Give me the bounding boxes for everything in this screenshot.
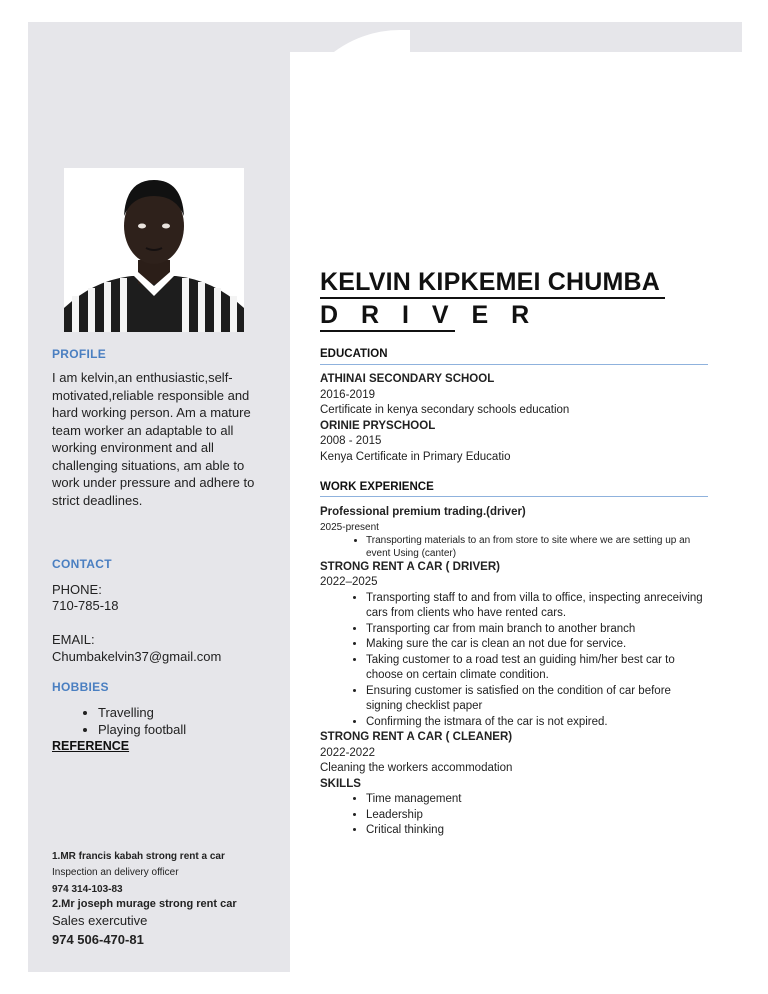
school-name: ATHINAI SECONDARY SCHOOL: [320, 373, 495, 385]
reference-heading: REFERENCE: [52, 739, 130, 753]
skills-heading: SKILLS: [320, 777, 361, 790]
school-name: ORINIE PRYSCHOOL: [320, 419, 436, 432]
job-years: 2025-present: [320, 521, 379, 533]
skill-item: • Critical thinking: [366, 823, 708, 839]
skills-list: [320, 792, 708, 839]
work-block: [320, 505, 708, 839]
reference-2-name: 2.Mr joseph murage strong rent car: [52, 898, 237, 910]
duty-item: • Ensuring customer is satisfied on the condition of car before signing checklist paper: [366, 684, 708, 715]
job-duties: [320, 534, 708, 560]
job-title: Professional premium trading.(driver): [320, 506, 526, 518]
job-duties: [320, 591, 708, 731]
profile-heading: PROFILE: [52, 347, 107, 361]
duty-item: • Transporting staff to and from villa to office, inspecting anreceiving cars from clients who have rented cars.: [366, 591, 708, 622]
phone-value: 710-785-18: [52, 598, 119, 613]
skill-item: • Leadership: [366, 808, 708, 824]
candidate-name: KELVIN KIPKEMEI CHUMBA: [320, 268, 661, 296]
candidate-title: D R I V E R: [320, 301, 538, 329]
hobbies-list: [52, 704, 186, 738]
reference-2-role: Sales exercutive: [52, 913, 148, 928]
job-years: 2022-2022: [320, 746, 375, 759]
name-underline: [320, 297, 665, 299]
duty-item: • Transporting materials to an from store to site where we are setting up an event Using (canter): [366, 534, 708, 560]
title-underline: [320, 330, 455, 332]
job-duties-text: Cleaning the workers accommodation: [320, 762, 513, 774]
profile-text: I am kelvin,an enthusiastic,self-motivated,reliable responsible and hard working person. Am a mature team worker an adaptable to all working environment and all challenging situations, am able to work under pressure and adhere to strict deadlines.: [52, 370, 255, 508]
education-rule: [320, 364, 708, 365]
work-heading: WORK EXPERIENCE: [320, 481, 434, 493]
hobby-item: • Playing football: [98, 721, 186, 738]
email-value: Chumbakelvin37@gmail.com: [52, 649, 222, 664]
education-block: [320, 372, 708, 465]
job-title: STRONG RENT A CAR ( DRIVER): [320, 560, 500, 573]
duty-item: • Taking customer to a road test an guiding him/her best car to choose on certain climate condition.: [366, 653, 708, 684]
reference-1-name: 1.MR francis kabah strong rent a car: [52, 851, 225, 862]
school-years: 2016-2019: [320, 388, 375, 401]
reference-1-role: Inspection an delivery officer: [52, 867, 179, 878]
reference-1-phone: 974 314-103-83: [52, 884, 123, 895]
duty-item: • Making sure the car is clean an not due for service.: [366, 637, 708, 653]
reference-2-phone: 974 506-470-81: [52, 932, 144, 947]
contact-heading: CONTACT: [52, 557, 112, 571]
job-years: 2022–2025: [320, 576, 378, 588]
duty-item: • Transporting car from main branch to another branch: [366, 622, 708, 638]
school-years: 2008 - 2015: [320, 435, 382, 447]
duty-item: • Confirming the istmara of the car is not expired.: [366, 715, 708, 731]
email-label: EMAIL:: [52, 632, 95, 647]
work-rule: [320, 496, 708, 497]
job-title: STRONG RENT A CAR ( CLEANER): [320, 731, 513, 743]
phone-label: PHONE:: [52, 582, 102, 597]
decorative-curve: [290, 30, 410, 190]
profile-photo: [64, 168, 244, 332]
hobbies-heading: HOBBIES: [52, 680, 109, 694]
skill-item: • Time management: [366, 792, 708, 808]
school-certificate: Kenya Certificate in Primary Educatio: [320, 450, 511, 463]
education-heading: EDUCATION: [320, 348, 388, 360]
hobby-item: • Travelling: [98, 704, 186, 721]
school-certificate: Certificate in kenya secondary schools education: [320, 404, 570, 416]
